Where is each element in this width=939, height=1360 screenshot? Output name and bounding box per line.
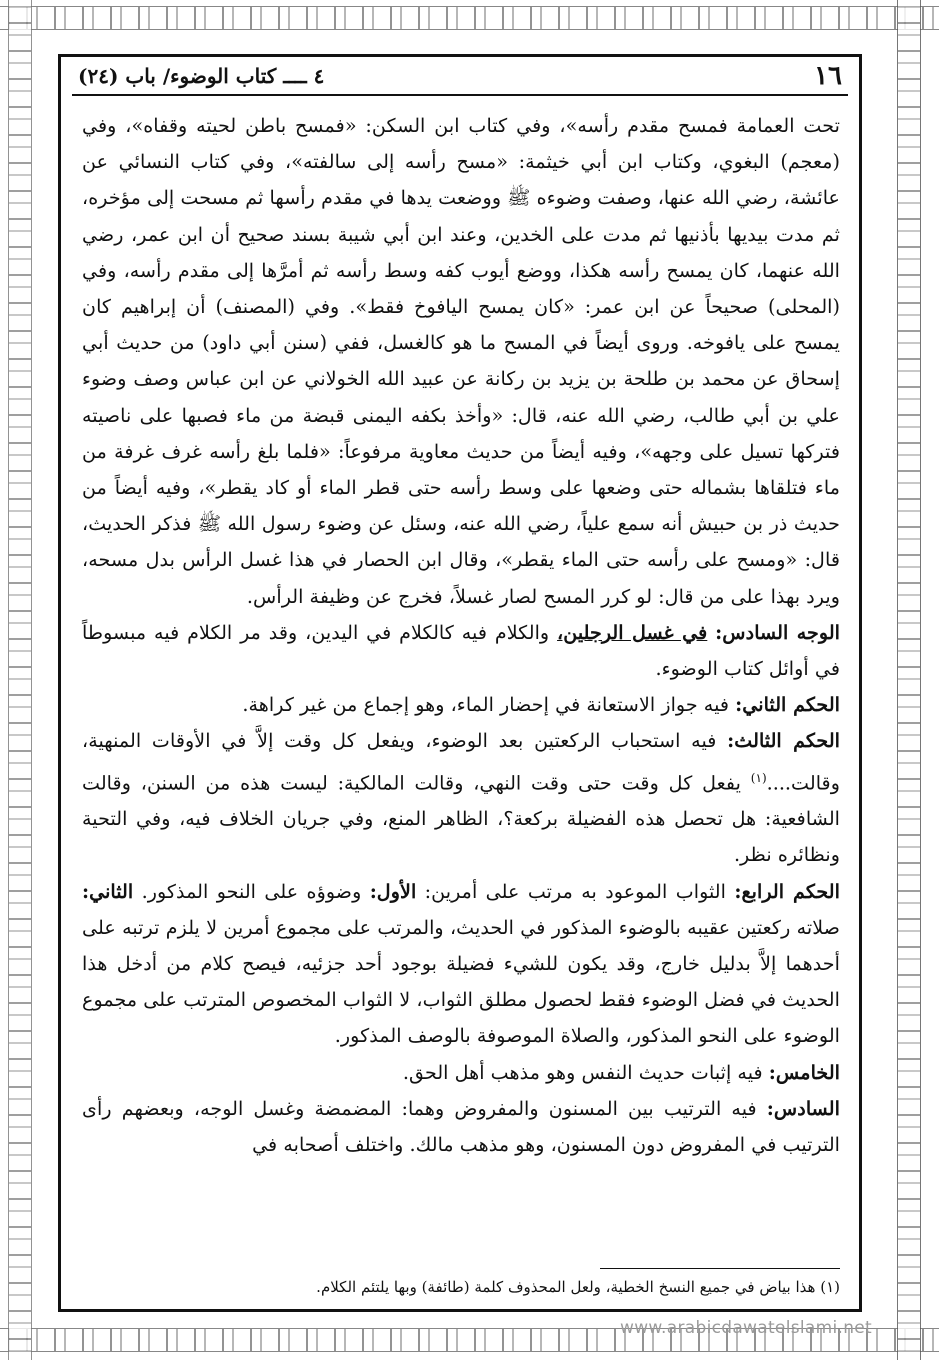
paragraph — [82, 615, 840, 687]
top-ornament-border — [0, 6, 939, 30]
point-label: الأول: — [369, 879, 417, 903]
page-header — [72, 58, 848, 96]
paragraph — [82, 723, 840, 873]
paragraph-text: والكلام فيه كالكلام في اليدين، وقد مر الكلام فيه مبسوطاً في أوائل كتاب الوضوء. — [82, 620, 840, 681]
paragraph-text: فيه الترتيب بين المسنون والمفروض وهما: المضمضة وغسل الوجه، وبعضهم رأى الترتيب في المفروض دون المسنون، وهو مذهب مالك. واختلف أصحابه في — [82, 1096, 840, 1157]
page-number: ١٦ — [814, 61, 842, 91]
left-ornament-border — [8, 0, 32, 1360]
footnote-ref[interactable]: (١) — [750, 770, 767, 785]
paragraph: تحت العمامة فمسح مقدم رأسه»، وفي كتاب ابن السكن: «فمسح باطن لحيته وقفاه»، وفي (معجم) البغوي، وكتاب ابن أبي خيثمة: «مسح رأسه إلى سالفته»، وفي كتاب النسائي عن عائشة، رضي الله عنها، وصفت وضوءه ﷺ ووضعت يدها في مقدم رأسها ثم مسحت إلى مؤخره، ثم مدت بيديها بأذنيها ثم مدت على الخدين، وعند ابن أبي شيبة بسند صحيح أن ابن عمر، رضي الله عنهما، كان يمسح رأسه هكذا، ووضع أيوب كفه وسط رأسه ثم أمرَّها إلى مقدم رأسه، وفي (المحلى) صحيحاً عن ابن عمر: «كان يمسح اليافوخ فقط». وفي (المصنف) أن إبراهيم كان يمسح على يافوخه. وروى أيضاً في المسح ما هو كالغسل، ففي (سنن أبي داود) من حديث أبي إسحاق عن محمد بن طلحة بن يزيد بن ركانة عن عبيد الله الخولاني عن ابن عباس وصف وضوء علي بن أبي طالب، رضي الله عنه، قال: «وأخذ بكفه اليمنى قبضة من ماء فصبها على ناصيته فتركها تسيل على وجهه»، وفيه أيضاً من حديث معاوية مرفوعاً: «فلما بلغ رأسه غرف غرفة من ماء فتلقاها بشماله حتى وضعها على وسط رأسه حتى قطر الماء أو كاد يقطر»، وفيه أيضاً من حديث ذر بن حبيش أنه سمع علياً، رضي الله عنه، وسئل عن وضوء رسول الله ﷺ فذكر الحديث، قال: «ومسح على رأسه حتى الماء يقطر»، وقال ابن الحصار في هذا غسل الرأس بدل مسحه، ويرد بهذا على من قال: لو كرر المسح لصار غسلاً، فخرج عن وظيفة الرأس. — [82, 114, 840, 608]
paragraph — [82, 687, 840, 723]
footnote: (١) هذا بياض في جميع النسخ الخطية، ولعل المحذوف كلمة (طائفة) وبها يلتئم الكلام. — [316, 1278, 840, 1296]
watermark-url: www.arabicdawatelslami.net — [620, 1318, 873, 1338]
section-label: السادس: — [766, 1096, 840, 1120]
paragraph-text: فيه جواز الاستعانة في إحضار الماء، وهو إجماع من غير كراهة. — [242, 693, 730, 717]
footnote-divider — [600, 1268, 840, 1269]
section-label: الحكم الثالث: — [727, 729, 840, 753]
point-label: الثاني: — [82, 879, 134, 903]
main-text — [82, 108, 840, 1163]
section-subject: في غسل الرجلين، — [557, 620, 708, 644]
paragraph-text: الثواب الموعود به مرتب على أمرين: — [424, 879, 726, 903]
paragraph — [82, 1055, 840, 1091]
paragraph-text: يفعل كل وقت حتى وقت النهي، وقالت المالكية: ليست هذه من السنن، وقالت الشافعية: هل تحصل هذه الفضيلة بركعة؟، الظاهر المنع، وفي جريان الخلاف فيه، وفي التحية ونظائره نظر. — [82, 771, 840, 867]
paragraph-text: وضوؤه على النحو المذكور. — [141, 879, 362, 903]
paragraph-text: صلاته ركعتين عقيبه بالوضوء المذكور في الحديث، والمرتب على مجموع أمرين لا يلزم ترتبه على أحدهما إلاَّ بدليل خارج، وقد يكون للشيء فضيلة بوجود أحد جزئيه، فيصح كلام من أدخل هذا الحديث في فضل الوضوء فقط لحصول مطلق الثواب، لا الثواب المخصوص المترتب على مجموع الوضوء على النحو المذكور، والصلاة الموصوفة بالوصف المذكور. — [82, 915, 840, 1048]
section-label: الخامس: — [768, 1060, 840, 1084]
paragraph — [82, 874, 840, 1055]
running-head: ٤ ــــ كتاب الوضوء/ باب (٢٤) — [78, 64, 325, 88]
right-ornament-border — [897, 0, 921, 1360]
section-label: الحكم الثاني: — [735, 693, 840, 717]
paragraph-text: فيه استحباب الركعتين بعد الوضوء، ويفعل كل وقت إلاَّ في الأوقات المنهية، وقالت.... — [82, 729, 840, 795]
section-label: الحكم الرابع: — [734, 879, 840, 903]
paragraph-text: فيه إثبات حديث النفس وهو مذهب أهل الحق. — [402, 1060, 763, 1084]
section-label: الوجه السادس: — [715, 620, 841, 644]
paragraph — [82, 1091, 840, 1163]
